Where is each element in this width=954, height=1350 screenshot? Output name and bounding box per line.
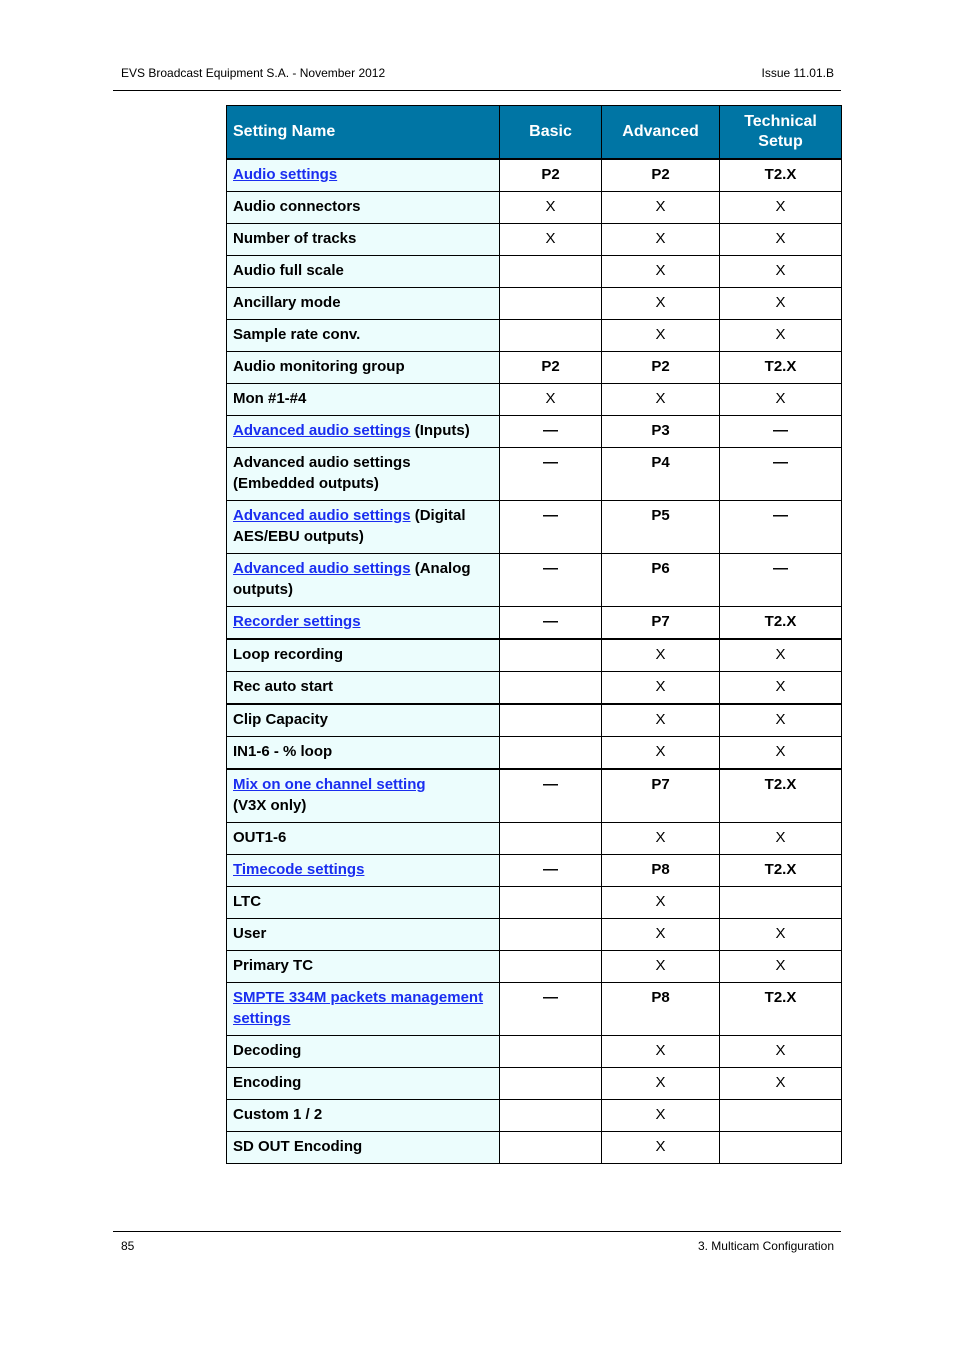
- technical-cell: T2.X: [720, 855, 842, 887]
- technical-cell: —: [720, 501, 842, 554]
- setting-label: IN1-6 - % loop: [233, 743, 333, 760]
- setting-label: Audio connectors: [233, 198, 361, 215]
- setting-link[interactable]: Audio settings: [233, 166, 338, 183]
- advanced-cell: X: [602, 672, 720, 705]
- table-row: [227, 192, 842, 224]
- setting-name-cell: [227, 983, 500, 1036]
- technical-cell: X: [720, 639, 842, 672]
- technical-cell: T2.X: [720, 983, 842, 1036]
- table-row: [227, 501, 842, 554]
- table-row: [227, 704, 842, 737]
- advanced-cell: P2: [602, 352, 720, 384]
- advanced-cell: P5: [602, 501, 720, 554]
- table-row: [227, 672, 842, 705]
- column-header-basic: Basic: [500, 106, 602, 160]
- header-issue: Issue 11.01.B: [761, 66, 834, 80]
- setting-link[interactable]: Timecode settings: [233, 861, 365, 878]
- basic-cell: [500, 887, 602, 919]
- advanced-cell: P2: [602, 159, 720, 192]
- setting-name-cell: [227, 320, 500, 352]
- basic-cell: [500, 288, 602, 320]
- table-row: [227, 448, 842, 501]
- advanced-cell: X: [602, 737, 720, 770]
- setting-name-cell: [227, 672, 500, 705]
- basic-cell: —: [500, 855, 602, 887]
- setting-label: Encoding: [233, 1074, 302, 1091]
- basic-cell: X: [500, 192, 602, 224]
- setting-link[interactable]: Advanced audio settings: [233, 422, 411, 439]
- basic-cell: [500, 951, 602, 983]
- technical-cell: X: [720, 704, 842, 737]
- table-row: [227, 554, 842, 607]
- setting-link[interactable]: Recorder settings: [233, 613, 361, 630]
- setting-link[interactable]: Advanced audio settings: [233, 560, 411, 577]
- advanced-cell: X: [602, 384, 720, 416]
- advanced-cell: P8: [602, 983, 720, 1036]
- basic-cell: [500, 823, 602, 855]
- setting-name-cell: [227, 823, 500, 855]
- setting-name-cell: [227, 288, 500, 320]
- advanced-cell: X: [602, 224, 720, 256]
- setting-link[interactable]: SMPTE 334M packets management settings: [233, 989, 484, 1027]
- technical-cell: T2.X: [720, 159, 842, 192]
- basic-cell: [500, 737, 602, 770]
- setting-name-cell: [227, 887, 500, 919]
- advanced-cell: X: [602, 1036, 720, 1068]
- technical-cell: —: [720, 448, 842, 501]
- setting-name-cell: [227, 159, 500, 192]
- table-row: [227, 416, 842, 448]
- advanced-cell: X: [602, 919, 720, 951]
- technical-cell: X: [720, 224, 842, 256]
- advanced-cell: X: [602, 256, 720, 288]
- table-header-row: [227, 106, 842, 160]
- setting-label: Audio monitoring group: [233, 358, 405, 375]
- setting-label: Sample rate conv.: [233, 326, 361, 343]
- table-row: [227, 607, 842, 640]
- technical-cell: T2.X: [720, 769, 842, 823]
- setting-label: Advanced audio settings (Embedded outputs): [233, 454, 411, 492]
- setting-name-cell: [227, 639, 500, 672]
- technical-cell: X: [720, 951, 842, 983]
- setting-name-cell: [227, 769, 500, 823]
- advanced-cell: X: [602, 887, 720, 919]
- page-header: [113, 58, 841, 91]
- setting-name-cell: [227, 1100, 500, 1132]
- technical-cell: X: [720, 1036, 842, 1068]
- setting-label: Number of tracks: [233, 230, 357, 247]
- setting-link[interactable]: Advanced audio settings: [233, 507, 411, 524]
- technical-cell: —: [720, 416, 842, 448]
- setting-name-cell: [227, 416, 500, 448]
- table-row: [227, 256, 842, 288]
- advanced-cell: X: [602, 823, 720, 855]
- basic-cell: —: [500, 448, 602, 501]
- page-footer: [113, 1231, 841, 1253]
- table-row: [227, 983, 842, 1036]
- setting-name-cell: [227, 951, 500, 983]
- table-row: [227, 159, 842, 192]
- column-header-setting-name: Setting Name: [227, 106, 500, 160]
- technical-cell: [720, 1132, 842, 1164]
- basic-cell: [500, 1100, 602, 1132]
- setting-label: Audio full scale: [233, 262, 344, 279]
- basic-cell: X: [500, 384, 602, 416]
- advanced-cell: X: [602, 704, 720, 737]
- advanced-cell: X: [602, 951, 720, 983]
- table-row: [227, 887, 842, 919]
- table-row: [227, 737, 842, 770]
- setting-label: Custom 1 / 2: [233, 1106, 323, 1123]
- basic-cell: [500, 704, 602, 737]
- setting-name-cell: [227, 1132, 500, 1164]
- setting-label: Primary TC: [233, 957, 314, 974]
- basic-cell: —: [500, 983, 602, 1036]
- column-header-advanced: Advanced: [602, 106, 720, 160]
- setting-name-cell: [227, 554, 500, 607]
- advanced-cell: P4: [602, 448, 720, 501]
- technical-cell: X: [720, 288, 842, 320]
- basic-cell: [500, 320, 602, 352]
- technical-cell: X: [720, 384, 842, 416]
- basic-cell: [500, 1068, 602, 1100]
- advanced-cell: P3: [602, 416, 720, 448]
- advanced-cell: X: [602, 320, 720, 352]
- setting-name-cell: [227, 448, 500, 501]
- technical-cell: X: [720, 672, 842, 705]
- table-row: [227, 639, 842, 672]
- setting-name-cell: [227, 919, 500, 951]
- advanced-cell: X: [602, 639, 720, 672]
- settings-table: [226, 105, 842, 1164]
- setting-link[interactable]: Mix on one channel setting: [233, 776, 426, 793]
- setting-name-cell: [227, 1036, 500, 1068]
- table-row: [227, 224, 842, 256]
- table-row: [227, 320, 842, 352]
- advanced-cell: X: [602, 192, 720, 224]
- setting-name-cell: [227, 352, 500, 384]
- advanced-cell: P7: [602, 769, 720, 823]
- basic-cell: P2: [500, 159, 602, 192]
- setting-label: Rec auto start: [233, 678, 334, 695]
- setting-name-cell: [227, 737, 500, 770]
- setting-label: OUT1-6: [233, 829, 287, 846]
- setting-name-cell: [227, 855, 500, 887]
- table-row: [227, 384, 842, 416]
- table-row: [227, 1036, 842, 1068]
- header-publisher: EVS Broadcast Equipment S.A. - November 2012: [121, 66, 386, 80]
- advanced-cell: X: [602, 288, 720, 320]
- setting-label: SD OUT Encoding: [233, 1138, 363, 1155]
- setting-label: Mon #1-#4: [233, 390, 307, 407]
- table-row: [227, 919, 842, 951]
- basic-cell: [500, 639, 602, 672]
- setting-name-cell: [227, 704, 500, 737]
- setting-label: Loop recording: [233, 646, 343, 663]
- table-row: [227, 1100, 842, 1132]
- setting-label: (Inputs): [410, 422, 470, 439]
- table-row: [227, 288, 842, 320]
- table-row: [227, 823, 842, 855]
- basic-cell: —: [500, 607, 602, 640]
- basic-cell: [500, 672, 602, 705]
- technical-cell: T2.X: [720, 607, 842, 640]
- technical-cell: X: [720, 256, 842, 288]
- basic-cell: —: [500, 416, 602, 448]
- basic-cell: [500, 919, 602, 951]
- setting-name-cell: [227, 256, 500, 288]
- basic-cell: —: [500, 501, 602, 554]
- technical-cell: X: [720, 823, 842, 855]
- setting-label: User: [233, 925, 267, 942]
- basic-cell: —: [500, 554, 602, 607]
- basic-cell: —: [500, 769, 602, 823]
- technical-cell: —: [720, 554, 842, 607]
- basic-cell: [500, 1036, 602, 1068]
- column-header-technical-setup: Technical Setup: [720, 106, 842, 160]
- setting-label: Ancillary mode: [233, 294, 341, 311]
- basic-cell: P2: [500, 352, 602, 384]
- basic-cell: X: [500, 224, 602, 256]
- table-row: [227, 352, 842, 384]
- table-row: [227, 1132, 842, 1164]
- table-body: [227, 159, 842, 1164]
- advanced-cell: P6: [602, 554, 720, 607]
- table-row: [227, 769, 842, 823]
- table-row: [227, 1068, 842, 1100]
- basic-cell: [500, 256, 602, 288]
- setting-name-cell: [227, 384, 500, 416]
- technical-cell: X: [720, 192, 842, 224]
- setting-label: Clip Capacity: [233, 711, 329, 728]
- setting-label: Decoding: [233, 1042, 302, 1059]
- table-row: [227, 951, 842, 983]
- technical-cell: X: [720, 320, 842, 352]
- advanced-cell: P7: [602, 607, 720, 640]
- section-title: 3. Multicam Configuration: [697, 1239, 834, 1253]
- advanced-cell: X: [602, 1068, 720, 1100]
- advanced-cell: X: [602, 1132, 720, 1164]
- setting-name-cell: [227, 1068, 500, 1100]
- setting-label: (Digital AES/EBU outputs): [233, 507, 466, 545]
- technical-cell: [720, 887, 842, 919]
- setting-label: (V3X only): [233, 797, 307, 814]
- setting-label: LTC: [233, 893, 262, 910]
- technical-cell: X: [720, 1068, 842, 1100]
- table-row: [227, 855, 842, 887]
- technical-cell: T2.X: [720, 352, 842, 384]
- technical-cell: [720, 1100, 842, 1132]
- page-number: 85: [121, 1239, 135, 1253]
- technical-cell: X: [720, 737, 842, 770]
- advanced-cell: P8: [602, 855, 720, 887]
- setting-name-cell: [227, 224, 500, 256]
- advanced-cell: X: [602, 1100, 720, 1132]
- setting-name-cell: [227, 501, 500, 554]
- setting-name-cell: [227, 192, 500, 224]
- setting-label: (Analog outputs): [233, 560, 471, 598]
- setting-name-cell: [227, 607, 500, 640]
- basic-cell: [500, 1132, 602, 1164]
- technical-cell: X: [720, 919, 842, 951]
